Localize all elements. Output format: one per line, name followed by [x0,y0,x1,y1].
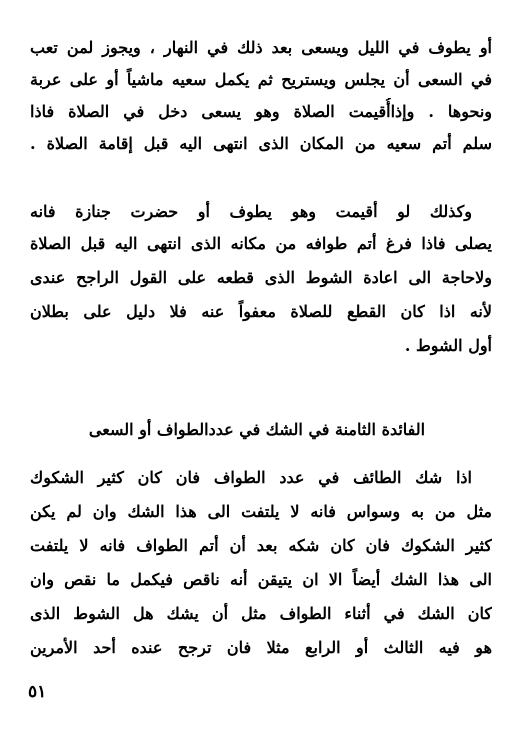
text-line: لأنه اذا كان القطع للصلاة معفواً عنه فلا دليل على بطلان [30,302,492,321]
text-line: وكذلك لو أقيمت وهو يطوف أو حضرت جنازة فانه [30,202,472,221]
text-line: أو يطوف في الليل ويسعى بعد ذلك في النهار ، ويجوز لمن تعب [30,38,492,57]
text-line: اذا شك الطائف في عدد الطواف فان كان كثير الشكوك [30,468,472,487]
text-line: ولاحاجة الى اعادة الشوط الذى قطعه على القول الراجح عندى [30,268,492,287]
text-line: كثير الشكوك فان كان شكه بعد أن أتم الطواف فانه لا يلتفت [30,536,492,555]
text-line: الى هذا الشك أيضاً الا ان يتيقن أنه ناقص فيكمل ما نقص وان [30,570,492,589]
text-line: هو فيه الثالث أو الرابع مثلا فان ترجح عنده أحد الأمرين [30,638,492,657]
text-line: مثل من به وسواس فانه لا يلتفت الى هذا الشك وان لم يكن [30,502,492,521]
text-line: سلم أتم سعيه من المكان الذى انتهى اليه قبل إقامة الصلاة . [30,134,492,153]
page-number: ٥١ [28,682,47,702]
text-line: يصلى فاذا فرغ أتم طوافه من مكانه الذى انتهى اليه قبل الصلاة [30,234,492,253]
text-line: كان الشك في أثناء الطواف مثل أن يشك هل الشوط الذى [30,604,492,623]
text-line: ونحوها . وإذاأُقيمت الصلاة وهو يسعى دخل في الصلاة فاذا [30,102,492,121]
text-line: أول الشوط . [404,336,492,355]
section-heading: الفائدة الثامنة في الشك في عددالطواف أو السعى [88,420,426,439]
text-line: في السعى أن يجلس ويستريح ثم يكمل سعيه ماشياً أو على عربة [30,70,492,89]
